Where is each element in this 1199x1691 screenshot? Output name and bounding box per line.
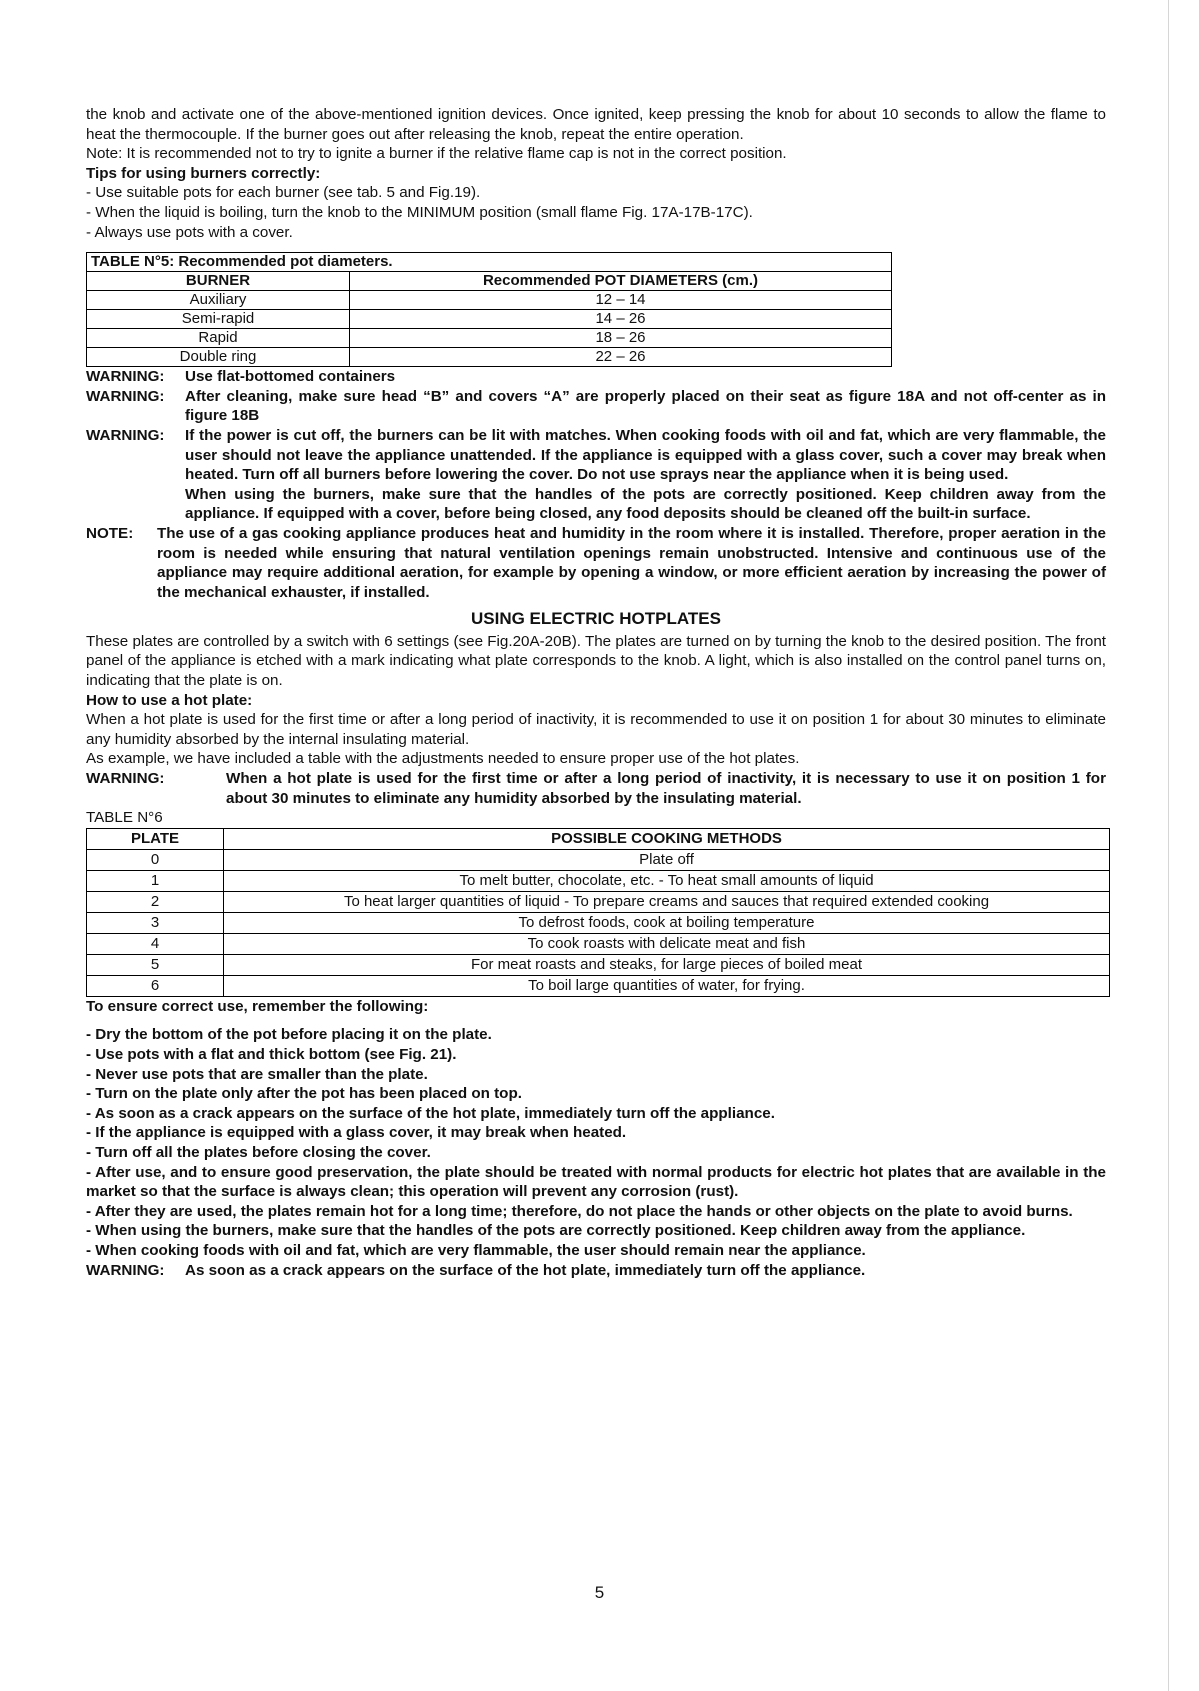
intro-note: Note: It is recommended not to try to ignite a burner if the relative flame cap is not in the correct position. bbox=[86, 145, 787, 163]
note-text: The use of a gas cooking appliance produces heat and humidity in the room where it is installed. Therefore, proper aeration in the room is needed while ensuring that natural ventilation openings remain unobstructed. Intensive and continuous use of the appliance may require additional aeration, for example by opening a window, or more efficient aeration by increasing the power of the mechanical exhauster, if installed. bbox=[157, 524, 1106, 601]
table-cell: 14 – 26 bbox=[350, 310, 892, 329]
table-cell: 1 bbox=[87, 870, 224, 891]
list-item: - As soon as a crack appears on the surface of the hot plate, immediately turn off the appliance. bbox=[86, 1104, 775, 1122]
table-cell: Auxiliary bbox=[87, 291, 350, 310]
table-cell: Rapid bbox=[87, 329, 350, 348]
table-row bbox=[87, 348, 892, 367]
warning-text: If the power is cut off, the burners can be lit with matches. When cooking foods with oil and fat, which are very flammable, the user should not leave the appliance unattended. If the appliance is equipped with a glass cover, such a cover may break when heated. Turn off all burners before lowering the cover. Do not use sprays near the appliance when it is being used. bbox=[185, 426, 1106, 484]
final-warning bbox=[86, 1261, 1106, 1281]
section-title: USING ELECTRIC HOTPLATES bbox=[471, 609, 721, 629]
table-cell: To boil large quantities of water, for frying. bbox=[224, 975, 1110, 996]
warning-block bbox=[86, 769, 1106, 808]
warning-label: WARNING: bbox=[86, 368, 165, 386]
warning-label: WARNING: bbox=[86, 426, 165, 444]
warning-label: WARNING: bbox=[86, 387, 165, 405]
table-row bbox=[87, 954, 1110, 975]
list-item: - After they are used, the plates remain hot for a long time; therefore, do not place the hands or other objects on the plate to avoid burns. bbox=[86, 1202, 1073, 1220]
section-paragraph: As example, we have included a table with the adjustments needed to ensure proper use of the hot plates. bbox=[86, 750, 800, 768]
table-row bbox=[87, 870, 1110, 891]
table-pot-diameters bbox=[86, 252, 892, 367]
page-number: 5 bbox=[594, 1583, 605, 1602]
table6-header-methods: POSSIBLE COOKING METHODS bbox=[224, 828, 1110, 849]
warning-text: Use flat-bottomed containers bbox=[185, 368, 396, 386]
list-item: - When using the burners, make sure that the handles of the pots are correctly positioned. Keep children away from the appliance. bbox=[86, 1222, 1026, 1240]
table-cell: To melt butter, chocolate, etc. - To heat small amounts of liquid bbox=[224, 870, 1110, 891]
table-row bbox=[87, 912, 1110, 933]
tip-item: - Always use pots with a cover. bbox=[86, 223, 293, 241]
warning-text: As soon as a crack appears on the surface of the hot plate, immediately turn off the appliance. bbox=[185, 1261, 866, 1279]
table6-caption: TABLE N°6 bbox=[86, 809, 163, 827]
warning-text-group bbox=[185, 426, 1106, 524]
table-cell: To defrost foods, cook at boiling temperature bbox=[224, 912, 1110, 933]
table5-caption: TABLE N°5: Recommended pot diameters. bbox=[87, 253, 892, 272]
table-row bbox=[87, 310, 892, 329]
table-cell: Double ring bbox=[87, 348, 350, 367]
howto-title: How to use a hot plate: bbox=[86, 691, 253, 709]
note-block bbox=[86, 524, 1106, 602]
tip-item: - When the liquid is boiling, turn the knob to the MINIMUM position (small flame Fig. 17A-17B-17C). bbox=[86, 203, 753, 221]
table-cell: 12 – 14 bbox=[350, 291, 892, 310]
table-cell: To heat larger quantities of liquid - To prepare creams and sauces that required extended cooking bbox=[224, 891, 1110, 912]
table-cell: 6 bbox=[87, 975, 224, 996]
table-cooking-methods bbox=[86, 828, 1110, 997]
table-cell: To cook roasts with delicate meat and fish bbox=[224, 933, 1110, 954]
remember-list bbox=[86, 1025, 1106, 1260]
table-cell: 3 bbox=[87, 912, 224, 933]
list-item: - Turn off all the plates before closing the cover. bbox=[86, 1143, 431, 1161]
table6-header-plate: PLATE bbox=[87, 828, 224, 849]
list-item: - Use pots with a flat and thick bottom (see Fig. 21). bbox=[86, 1046, 457, 1063]
table-cell: Semi-rapid bbox=[87, 310, 350, 329]
table-row bbox=[87, 975, 1110, 996]
table-cell: 4 bbox=[87, 933, 224, 954]
table-cell: Plate off bbox=[224, 849, 1110, 870]
warning-text: After cleaning, make sure head “B” and covers “A” are properly placed on their seat as figure 18A and not off-center as in figure 18B bbox=[185, 387, 1106, 425]
table-cell: 2 bbox=[87, 891, 224, 912]
table-cell: 22 – 26 bbox=[350, 348, 892, 367]
warning-text: When a hot plate is used for the first time or after a long period of inactivity, it is necessary to use it on position 1 for about 30 minutes to eliminate any humidity absorbed by the insulating material. bbox=[226, 770, 1106, 807]
table5-header-diameters: Recommended POT DIAMETERS (cm.) bbox=[350, 272, 892, 291]
table-cell: 18 – 26 bbox=[350, 329, 892, 348]
list-item: - If the appliance is equipped with a glass cover, it may break when heated. bbox=[86, 1124, 627, 1142]
table-cell: For meat roasts and steaks, for large pieces of boiled meat bbox=[224, 954, 1110, 975]
page-content bbox=[86, 105, 1106, 1280]
list-item: - After use, and to ensure good preservation, the plate should be treated with normal products for electric hot plates that are available in the market so that the surface is always clean; this operation will prevent any corrosion (rust). bbox=[86, 1163, 1106, 1201]
warning-label: WARNING: bbox=[86, 1261, 165, 1279]
table-row bbox=[87, 849, 1110, 870]
section-paragraph: When a hot plate is used for the first time or after a long period of inactivity, it is recommended to use it on position 1 for about 30 minutes to eliminate any humidity absorbed by the internal insulating material. bbox=[86, 711, 1106, 748]
remember-title: To ensure correct use, remember the following: bbox=[86, 997, 429, 1015]
table5-header-burner: BURNER bbox=[87, 272, 350, 291]
warning-label: WARNING: bbox=[86, 770, 165, 788]
list-item: - Never use pots that are smaller than the plate. bbox=[86, 1065, 428, 1083]
intro-paragraph: the knob and activate one of the above-mentioned ignition devices. Once ignited, keep pressing the knob for about 10 seconds to allow the flame to heat the thermocouple. If the burner goes out after releasing the knob, repeat the entire operation. bbox=[86, 106, 1106, 143]
table-row bbox=[87, 329, 892, 348]
table-row bbox=[87, 291, 892, 310]
warning-block bbox=[86, 367, 1106, 387]
warning-text: When using the burners, make sure that the handles of the pots are correctly positioned. Keep children away from the appliance. If equipped with a cover, before being closed, any food deposits should be cleaned off the built-in surface. bbox=[185, 485, 1106, 523]
tip-item: - Use suitable pots for each burner (see tab. 5 and Fig.19). bbox=[86, 184, 481, 202]
table-row bbox=[87, 933, 1110, 954]
section-paragraph: These plates are controlled by a switch with 6 settings (see Fig.20A-20B). The plates are turned on by turning the knob to the desired position. The front panel of the appliance is etched with a mark indicating what plate corresponds to the knob. A light, which is also installed on the control panel turns on, indicating that the plate is on. bbox=[86, 632, 1106, 690]
table-cell: 5 bbox=[87, 954, 224, 975]
tips-title: Tips for using burners correctly: bbox=[86, 164, 321, 182]
list-item: - Turn on the plate only after the pot has been placed on top. bbox=[86, 1085, 522, 1103]
list-item: - Dry the bottom of the pot before placing it on the plate. bbox=[86, 1026, 492, 1044]
page-edge-line bbox=[1168, 0, 1169, 1691]
table-cell: 0 bbox=[87, 849, 224, 870]
warning-block bbox=[86, 387, 1106, 426]
table-row bbox=[87, 891, 1110, 912]
note-label: NOTE: bbox=[86, 524, 134, 542]
warning-block bbox=[86, 426, 1106, 524]
list-item: - When cooking foods with oil and fat, which are very flammable, the user should remain near the appliance. bbox=[86, 1241, 866, 1259]
